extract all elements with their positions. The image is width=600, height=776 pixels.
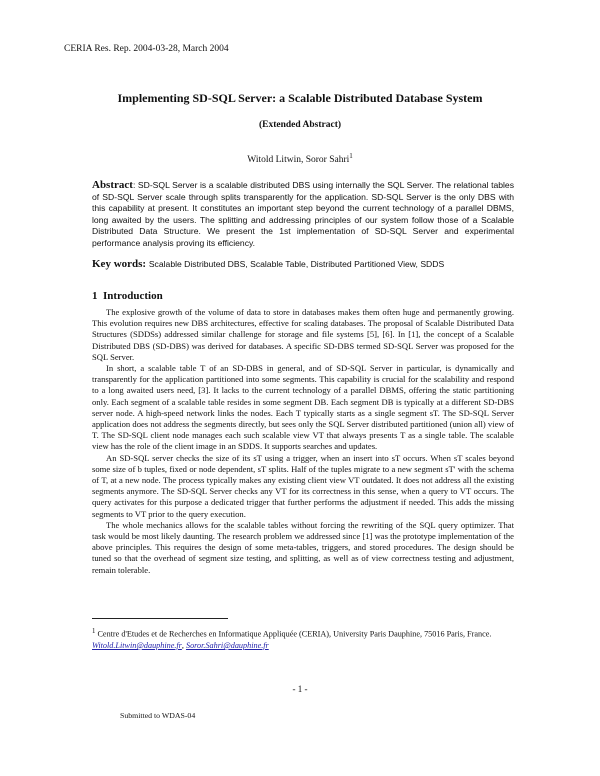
footnote-mark: 1 [92,628,96,635]
abstract [92,180,514,250]
email-link-sahri[interactable]: Soror.Sahri@dauphine.fr [185,640,269,650]
page-number: - 1 - [292,684,308,694]
footnote-text: Centre d'Etudes et de Recherches en Informatique Appliquée (CERIA), University Paris Dauphine, 75016 Paris, France. [97,629,492,639]
section-body [92,307,514,576]
authors-names: Witold Litwin, Soror Sahri [247,155,350,166]
paragraph: An SD-SQL server checks the size of its sT using a trigger, when an insert into sT occurs. When sT scales beyond some size of b tuples, fixed or node dependent, sT splits. Half of the tuples migrate to a new segment sT' with the schema of T, at a new node. The process typically makes any existing client view VT outdated. It does not address all the existing segments anymore. The SD-SQL Server checks any VT for its correctness in this sense, when a query to VT occurs. The query activates for this purpose a dedicated trigger that further performs the adjustment if needed. This adds the missing segments to VT prior to the query execution. [92,452,514,519]
author-footnote-mark: 1 [349,152,353,160]
footnote: $^1$ Centre d'Etudes et de Recherches en Informatique Appliquée (CERIA), University Paris Dauphine, 75016 Paris, France. Witold.Litwin@dauphine.fr, Soror.Sahri@dauphine.fr [92,628,492,650]
footnote-rule [92,618,228,619]
abstract-label: Abstract [92,179,133,191]
keywords-text: Scalable Distributed DBS, Scalable Table, Distributed Partitioned View, SDDS [148,259,445,269]
paper-subtitle: (Extended Abstract) [258,120,342,130]
paper-authors [0,152,600,165]
paragraph: The whole mechanics allows for the scalable tables without forcing the rewriting of the SQL query optimizer. That task would be most likely daunting. The research problem we addressed since [1] was the prototype implementation of the above principles. This requires the design of some meta-tables, triggers, and stored procedures. The design should be tuned so that the overhead of segment size testing, and splitting, as well as of view correctness testing and adjustment, remain tolerable. [92,519,514,575]
keywords-label: Key words: [92,258,149,270]
email-link-litwin[interactable]: Witold.Litwin@dauphine.fr [92,640,182,650]
abstract-text: : SD-SQL Server is a scalable distributed DBS using internally the SQL Server. The relational tables of SD-SQL Server scale through splits transparently for the application. SD-SQL Server is the only DBS with this capability at present. It constitutes an important step beyond the current technology of a parallel DBMS, long awaited by the users. The splitting and addressing principles of our system follow those of a Scalable Distributed Data Structure. We present the 1st implementation of SD-SQL Server and experimental performance analysis proving its efficiency. [92,180,514,248]
paragraph: The explosive growth of the volume of data to store in databases makes them often huge and permanently growing. This evolution requires new DBS architectures, effective for scaling databases. The proposal of Scalable Distributed Data Structures (SDDSs) addressed similar challenge for storage and file systems [5], [6]. In [1], the concept of a Scalable Distributed DBS (SD-DBS) was derived for databases. A specific SD-DBS termed SD-SQL Server was proposed for the SQL Server. [92,307,514,362]
paragraph: In short, a scalable table T of an SD-DBS in general, and of SD-SQL Server in particular, is dynamically and transparently for the application partitioned into some segments. This capability is crucial for the scalability and respond to a long awaited users need, [3]. It lacks to the current technology of a parallel DBMS, offering the static partitioning only. Each segment of a scalable table resides in some segment DB. Each segment DB is typically at a different SD-DBS server node. A high-speed network links the nodes. Each T typically starts as a single segment sT. The SD-SQL Server application does not address the segments directly, but sees only the SQL Server distributed partitioned (union all) view of T. The SD-SQL client node manages each such scalable view VT that always presents T as a single table. The scalable view has the role of the client image in an SDDS. It supports searches and updates. [92,363,514,452]
section-heading [92,290,163,302]
paper-title: Implementing SD-SQL Server: a Scalable Distributed Database System [117,91,483,105]
section-title: Introduction [103,290,163,302]
running-head: CERIA Res. Rep. 2004-03-28, March 2004 [64,44,229,54]
submitted-note: Submitted to WDAS-04 [120,711,196,720]
section-number: 1 [92,290,98,302]
keywords [92,258,514,270]
